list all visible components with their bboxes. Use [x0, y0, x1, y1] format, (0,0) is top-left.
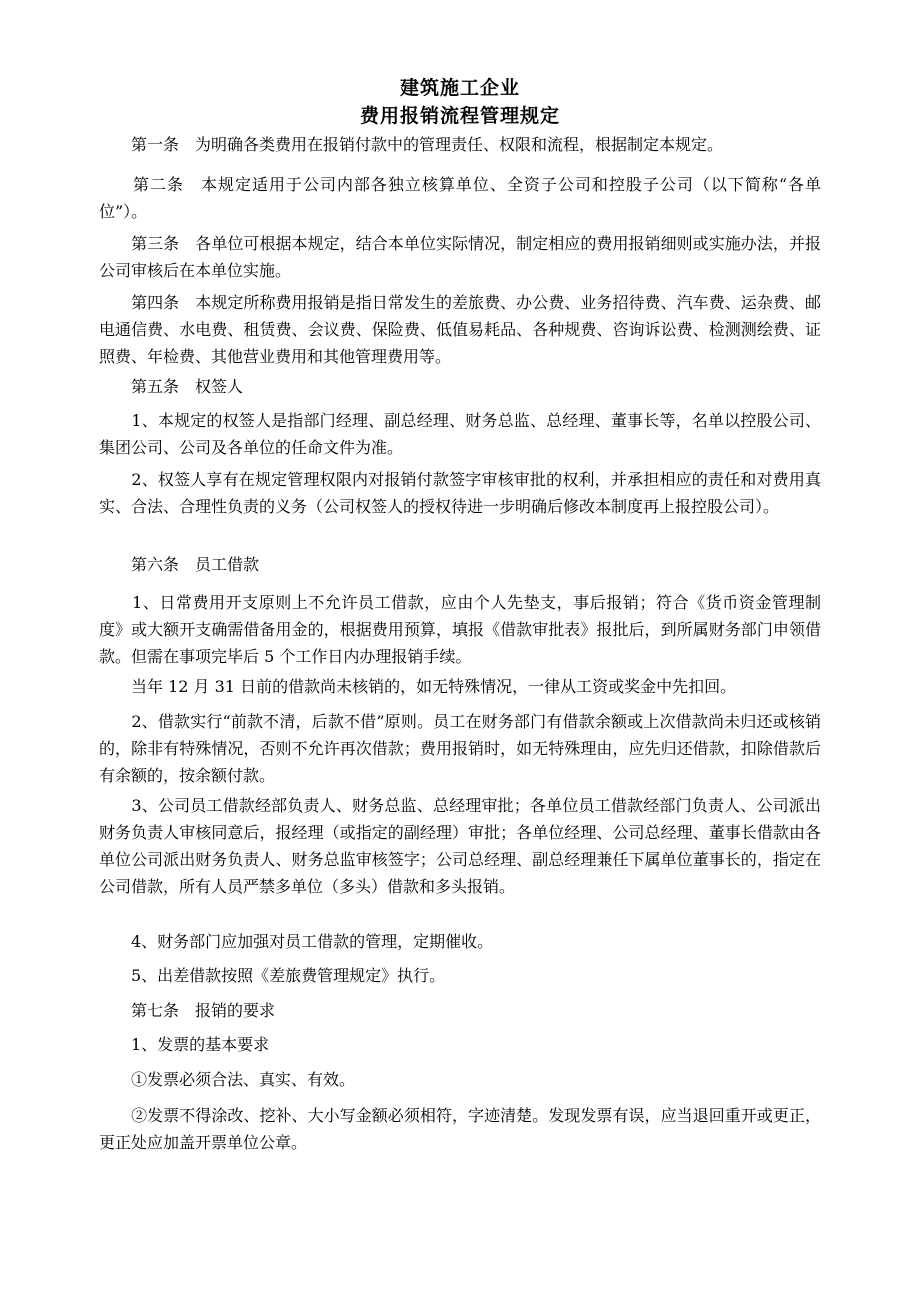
- article-5-item-2: 2、权签人享有在规定管理权限内对报销付款签字审核审批的权利，并承担相应的责任和对费用真实、合法、合理性负责的义务（公司权签人的授权待进一步明确后修改本制度再上报控股公司）。: [99, 470, 821, 516]
- article-6-item-5: 5、出差借款按照《差旅费管理规定》执行。: [99, 966, 446, 985]
- article-6-year-end-note: 当年 12 月 31 日前的借款尚未核销的，如无特殊情况，一律从工资或奖金中先扣回。: [99, 677, 737, 696]
- article-3-paragraph: 第三条 各单位可根据本规定，结合本单位实际情况，制定相应的费用报销细则或实施办法，并报公司审核后在本单位实施。: [99, 234, 821, 280]
- article-7-heading: 第七条 报销的要求: [99, 1001, 276, 1020]
- article-7-invoice-rule-2: ②发票不得涂改、挖补、大小写金额必须相符，字迹清楚。发现发票有误，应当退回重开或更正，更正处应加盖开票单位公章。: [99, 1106, 821, 1152]
- article-5-heading: 第五条 权签人: [99, 377, 244, 396]
- article-7-invoice-rule-1: ①发票必须合法、真实、有效。: [99, 1070, 356, 1089]
- article-6-item-2: 2、借款实行“前款不清，后款不借”原则。员工在财务部门有借款余额或上次借款尚未归还或核销的，除非有特殊情况，否则不允许再次借款；费用报销时，如无特殊理由，应先归还借款，扣除借款后有余额的，按余额付款。: [99, 712, 821, 785]
- document-title-line2: 费用报销流程管理规定: [359, 105, 560, 127]
- article-6-item-1: 1、日常费用开支原则上不允许员工借款，应由个人先垫支，事后报销；符合《货币资金管理制度》或大额开支确需借备用金的，根据费用预算，填报《借款审批表》报批后，到所属财务部门申领借款。但需在事项完毕后 5 个工作日内办理报销手续。: [99, 593, 821, 666]
- article-7-item-1-heading: 1、发票的基本要求: [99, 1035, 270, 1054]
- article-4-paragraph: 第四条 本规定所称费用报销是指日常发生的差旅费、办公费、业务招待费、汽车费、运杂费、邮电通信费、水电费、租赁费、会议费、保险费、低值易耗品、各种规费、咨询诉讼费、检测测绘费、证照费、年检费、其他营业费用和其他管理费用等。: [99, 293, 821, 366]
- article-5-item-1: 1、本规定的权签人是指部门经理、副总经理、财务总监、总经理、董事长等，名单以控股公司、集团公司、公司及各单位的任命文件为准。: [99, 411, 821, 457]
- article-6-item-4: 4、财务部门应加强对员工借款的管理，定期催收。: [99, 932, 494, 951]
- article-1-paragraph: 第一条 为明确各类费用在报销付款中的管理责任、权限和流程，根据制定本规定。: [99, 135, 724, 154]
- document-title-line1: 建筑施工企业: [399, 77, 520, 99]
- article-6-item-3: 3、公司员工借款经部负责人、财务总监、总经理审批；各单位员工借款经部门负责人、公司派出财务负责人审核同意后，报经理（或指定的副经理）审批；各单位经理、公司总经理、董事长借款由各单位公司派出财务负责人、财务总监审核签字；公司总经理、副总经理兼任下属单位董事长的，指定在公司借款，所有人员严禁多单位（多头）借款和多头报销。: [99, 796, 821, 896]
- article-6-heading: 第六条 员工借款: [99, 555, 260, 574]
- article-2-paragraph: 第二条 本规定适用于公司内部各独立核算单位、全资子公司和控股子公司（以下简称“各单位”）。: [99, 175, 821, 221]
